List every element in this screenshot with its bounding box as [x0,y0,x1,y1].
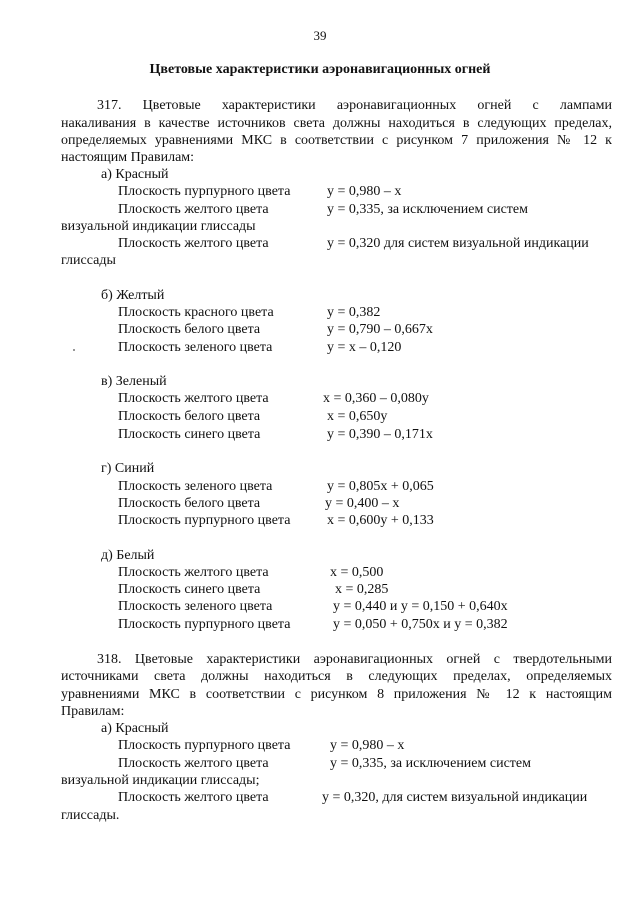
row-label: Плоскость синего цвета [118,582,261,597]
paragraph-317-line-1: 317. Цветовые характеристики аэронавигационных огней с лампами [97,98,612,113]
row-label: Плоскость белого цвета [118,496,261,511]
row-label: Плоскость желтого цвета [118,790,269,805]
row-label: Плоскость зеленого цвета [118,599,273,614]
paragraph-318-line-2: источниками света должны находиться в следующих пределах, определяемых [61,669,612,684]
row-label: Плоскость пурпурного цвета [118,617,291,632]
row-value: x = 0,600y + 0,133 [327,513,434,528]
paragraph-318-line-3: уравнениями МКС в соответствии с рисунком 8 приложения № 12 к настоящим [61,687,612,702]
row-value: y = 0,805x + 0,065 [327,479,434,494]
row-value: x = 0,500 [330,565,384,580]
row-value: x = 0,285 [335,582,389,597]
row-label: Плоскость белого цвета [118,322,261,337]
paragraph-317-line-3: определяемых уравнениями МКС в соответствии с рисунком 7 приложения № 12 к [61,133,612,148]
scan-speck [73,349,75,351]
paragraph-318-line-4: Правилам: [61,704,125,719]
row-label: Плоскость зеленого цвета [118,479,273,494]
row-value: y = 0,400 – x [325,496,400,511]
page-title: Цветовые характеристики аэронавигационных огней [149,62,491,77]
row-label: Плоскость пурпурного цвета [118,513,291,528]
row-label: Плоскость желтого цвета [118,236,269,251]
row-label: Плоскость белого цвета [118,409,261,424]
row-value: y = x – 0,120 [327,340,402,355]
row-value: y = 0,390 – 0,171x [327,427,433,442]
section-yellow-heading: б) Желтый [101,288,165,303]
section-green-heading: в) Зеленый [101,374,167,389]
row-continuation: глиссады [61,253,116,268]
section-red-heading: а) Красный [101,167,169,182]
row-value: y = 0,440 и y = 0,150 + 0,640x [333,599,508,614]
row-label: Плоскость желтого цвета [118,391,269,406]
row-label: Плоскость желтого цвета [118,202,269,217]
row-label: Плоскость красного цвета [118,305,274,320]
row-value: y = 0,320 для систем визуальной индикации [327,236,589,251]
row-value: x = 0,650y [327,409,388,424]
row-label: Плоскость пурпурного цвета [118,184,291,199]
page-number: 39 [313,28,327,43]
row-value: y = 0,320, для систем визуальной индикации [322,790,588,805]
paragraph-318-line-1: 318. Цветовые характеристики аэронавигационных огней с твердотельными [97,652,612,667]
row-value: y = 0,050 + 0,750x и y = 0,382 [333,617,508,632]
row-continuation: глиссады. [61,808,120,823]
row-continuation: визуальной индикации глиссады; [61,773,260,788]
row-label: Плоскость желтого цвета [118,565,269,580]
row-label: Плоскость пурпурного цвета [118,738,291,753]
row-value: x = 0,360 – 0,080y [323,391,429,406]
section-blue-heading: г) Синий [101,461,155,476]
p318-section-red-heading: а) Красный [101,721,169,736]
row-continuation: визуальной индикации глиссады [61,219,256,234]
paragraph-317-line-4: настоящим Правилам: [61,150,195,165]
row-value: y = 0,790 – 0,667x [327,322,433,337]
row-label: Плоскость зеленого цвета [118,340,273,355]
row-value: y = 0,980 – x [327,184,402,199]
row-value: y = 0,382 [327,305,381,320]
paragraph-317-line-2: накаливания в качестве источников света должны находиться в следующих пределах, [61,116,612,131]
row-label: Плоскость синего цвета [118,427,261,442]
row-label: Плоскость желтого цвета [118,756,269,771]
row-value: y = 0,335, за исключением систем [330,756,531,771]
row-value: y = 0,335, за исключением систем [327,202,528,217]
section-white-heading: д) Белый [101,548,155,563]
row-value: y = 0,980 – x [330,738,405,753]
